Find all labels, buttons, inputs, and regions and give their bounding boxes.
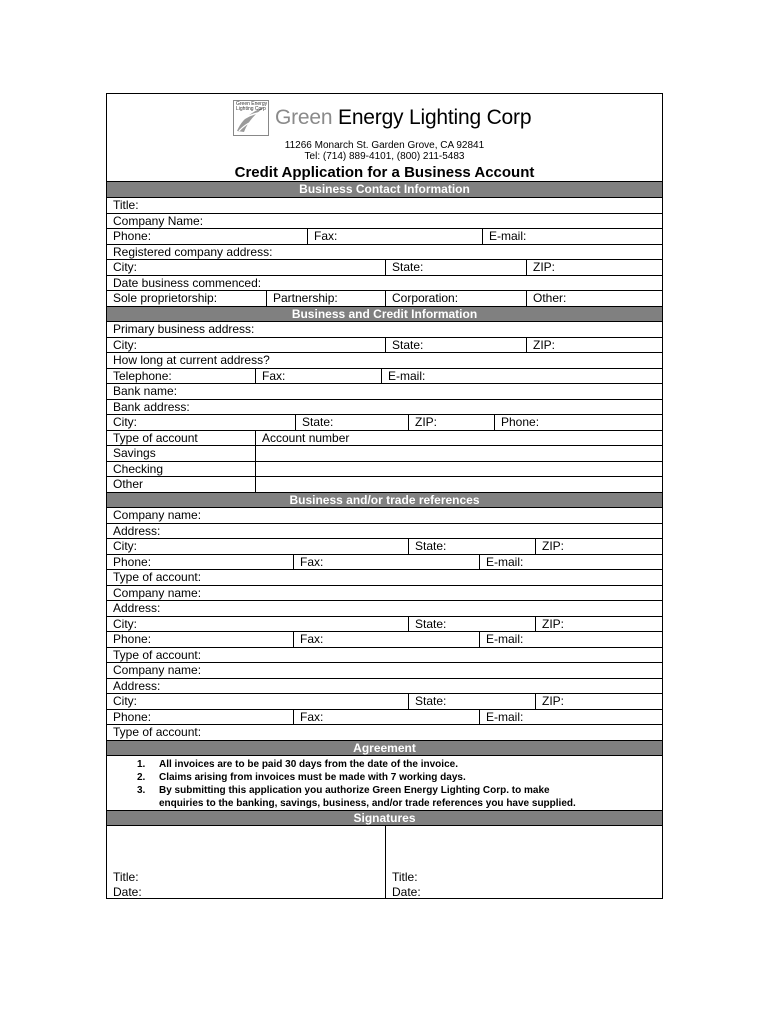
field-primary-address[interactable]: Primary business address: — [113, 322, 255, 336]
company-name-lighting: Lighting Corp — [403, 106, 532, 129]
ref1-company-name[interactable]: Company name: — [113, 508, 202, 522]
ref2-phone-row — [107, 631, 662, 647]
agreement-item-3-cont — [137, 797, 576, 810]
ref1-account-row — [107, 569, 662, 585]
ref1-address[interactable]: Address: — [113, 523, 161, 538]
ref3-company-name[interactable]: Company name: — [113, 663, 202, 677]
row-registered-address — [107, 244, 662, 260]
row-credit-city-state-zip — [107, 337, 662, 353]
field-bank-zip[interactable]: ZIP: — [408, 415, 494, 430]
ref1-phone-row — [107, 554, 662, 570]
form-header — [107, 94, 662, 164]
signature-area — [107, 825, 662, 899]
ref2-type-of-account[interactable]: Type of account: — [113, 647, 202, 662]
field-email[interactable]: E-mail: — [482, 229, 662, 244]
row-date-commenced — [107, 275, 662, 291]
agreement-number: 1. — [137, 759, 146, 770]
ref3-address-row — [107, 678, 662, 694]
field-credit-fax[interactable]: Fax: — [255, 369, 381, 384]
company-logo — [233, 100, 543, 140]
ref3-phone-row — [107, 709, 662, 725]
ref1-city-row — [107, 538, 662, 554]
field-city[interactable]: City: — [113, 260, 137, 274]
company-name — [275, 106, 531, 130]
signature-left-date: Date: — [113, 885, 142, 899]
checking-account-number[interactable] — [255, 462, 662, 477]
field-sole-proprietorship[interactable]: Sole proprietorship: — [113, 291, 218, 305]
ref3-company-row — [107, 662, 662, 678]
ref1-zip[interactable]: ZIP: — [535, 539, 662, 554]
ref1-email[interactable]: E-mail: — [479, 555, 662, 570]
ref2-account-row — [107, 647, 662, 663]
row-how-long — [107, 352, 662, 368]
ref3-city[interactable]: City: — [113, 694, 137, 708]
company-address: 11266 Monarch St. Garden Grove, CA 92841 — [284, 140, 485, 151]
row-company-name — [107, 213, 662, 229]
ref2-address-row — [107, 600, 662, 616]
row-savings — [107, 445, 662, 461]
ref2-email[interactable]: E-mail: — [479, 632, 662, 647]
credit-application-form — [106, 93, 663, 899]
ref2-state[interactable]: State: — [408, 617, 535, 632]
ref2-phone[interactable]: Phone: — [113, 632, 152, 646]
field-bank-address[interactable]: Bank address: — [113, 399, 190, 414]
ref3-fax[interactable]: Fax: — [293, 710, 479, 725]
row-business-type — [107, 290, 662, 306]
row-other-account — [107, 476, 662, 492]
field-fax[interactable]: Fax: — [307, 229, 482, 244]
ref3-zip[interactable]: ZIP: — [535, 694, 662, 709]
company-name-energy: Energy — [332, 106, 404, 129]
ref2-city[interactable]: City: — [113, 616, 137, 631]
agreement-number: 2. — [137, 772, 146, 783]
leaf-logo-icon — [233, 100, 269, 136]
field-phone[interactable]: Phone: — [113, 229, 152, 243]
ref2-company-row — [107, 585, 662, 601]
logo-small-text: Green Energy Lighting Corp — [236, 101, 268, 112]
field-corporation[interactable]: Corporation: — [385, 291, 526, 306]
agreement-item-2 — [137, 771, 466, 784]
agreement-text: All invoices are to be paid 30 days from the date of the invoice. — [159, 759, 458, 770]
field-other-type[interactable]: Other: — [526, 291, 662, 306]
ref3-email[interactable]: E-mail: — [479, 710, 662, 725]
field-credit-email[interactable]: E-mail: — [381, 369, 662, 384]
field-credit-city[interactable]: City: — [113, 337, 137, 352]
row-city-state-zip — [107, 259, 662, 275]
ref2-fax[interactable]: Fax: — [293, 632, 479, 647]
account-other-label: Other — [113, 477, 144, 491]
other-account-number[interactable] — [255, 477, 662, 492]
account-number-header: Account number — [255, 431, 662, 446]
ref3-phone[interactable]: Phone: — [113, 709, 152, 724]
field-bank-city[interactable]: City: — [113, 415, 137, 429]
field-state[interactable]: State: — [385, 260, 526, 275]
company-phone: Tel: (714) 889-4101, (800) 211-5483 — [304, 151, 465, 162]
ref1-company-row — [107, 507, 662, 523]
section-header-credit: Business and Credit Information — [107, 306, 662, 322]
ref1-type-of-account[interactable]: Type of account: — [113, 570, 202, 584]
field-how-long[interactable]: How long at current address? — [113, 353, 270, 367]
agreement-item-1 — [137, 758, 458, 771]
agreement-item-3 — [137, 784, 550, 797]
section-header-contact: Business Contact Information — [107, 181, 662, 197]
ref1-city[interactable]: City: — [113, 539, 137, 553]
ref3-type-of-account[interactable]: Type of account: — [113, 725, 202, 739]
row-bank-address — [107, 399, 662, 415]
signature-right-title: Title: — [392, 870, 418, 884]
row-phone-fax-email — [107, 228, 662, 244]
row-telephone-fax-email — [107, 368, 662, 384]
agreement-text: Claims arising from invoices must be made with 7 working days. — [159, 772, 466, 783]
agreement-text: By submitting this application you authorize Green Energy Lighting Corp. to make — [159, 785, 550, 796]
form-title: Credit Application for a Business Account — [234, 164, 535, 181]
signature-right-date: Date: — [392, 885, 421, 899]
signature-box-left[interactable] — [107, 826, 385, 899]
ref1-fax[interactable]: Fax: — [293, 555, 479, 570]
ref2-zip[interactable]: ZIP: — [535, 617, 662, 632]
section-header-references: Business and/or trade references — [107, 492, 662, 508]
ref1-address-row — [107, 523, 662, 539]
field-zip[interactable]: ZIP: — [526, 260, 662, 275]
signature-box-right[interactable] — [385, 826, 662, 899]
ref3-account-row — [107, 724, 662, 740]
ref2-address[interactable]: Address: — [113, 601, 161, 615]
field-credit-state[interactable]: State: — [385, 338, 526, 353]
signature-left-title: Title: — [113, 870, 139, 884]
ref1-state[interactable]: State: — [408, 539, 535, 554]
ref3-state[interactable]: State: — [408, 694, 535, 709]
field-bank-state[interactable]: State: — [295, 415, 408, 430]
agreement-terms — [107, 755, 662, 810]
field-date-commenced[interactable]: Date business commenced: — [113, 275, 262, 290]
ref3-city-row — [107, 693, 662, 709]
row-checking — [107, 461, 662, 477]
section-header-signatures: Signatures — [107, 810, 662, 825]
field-bank-phone[interactable]: Phone: — [494, 415, 662, 430]
agreement-text: enquiries to the banking, savings, business, and/or trade references you have supplied. — [159, 798, 576, 809]
company-name-green: Green — [275, 106, 333, 129]
section-header-agreement: Agreement — [107, 740, 662, 756]
row-bank-name — [107, 383, 662, 399]
savings-account-number[interactable] — [255, 446, 662, 461]
row-primary-address — [107, 321, 662, 337]
field-company-name[interactable]: Company Name: — [113, 213, 204, 228]
field-partnership[interactable]: Partnership: — [266, 291, 385, 306]
field-bank-name[interactable]: Bank name: — [113, 384, 178, 398]
ref2-company-name[interactable]: Company name: — [113, 585, 202, 600]
account-savings-label: Savings — [113, 446, 156, 460]
account-type-header: Type of account — [113, 430, 198, 445]
row-account-header — [107, 430, 662, 446]
ref1-phone[interactable]: Phone: — [113, 554, 152, 569]
field-registered-address[interactable]: Registered company address: — [113, 244, 273, 259]
account-checking-label: Checking — [113, 461, 164, 476]
agreement-number: 3. — [137, 785, 146, 796]
row-title — [107, 197, 662, 213]
field-telephone[interactable]: Telephone: — [113, 368, 172, 383]
ref2-city-row — [107, 616, 662, 632]
field-credit-zip[interactable]: ZIP: — [526, 338, 662, 353]
ref3-address[interactable]: Address: — [113, 678, 161, 693]
field-title[interactable]: Title: — [113, 198, 139, 212]
row-bank-city-state-zip-phone — [107, 414, 662, 430]
